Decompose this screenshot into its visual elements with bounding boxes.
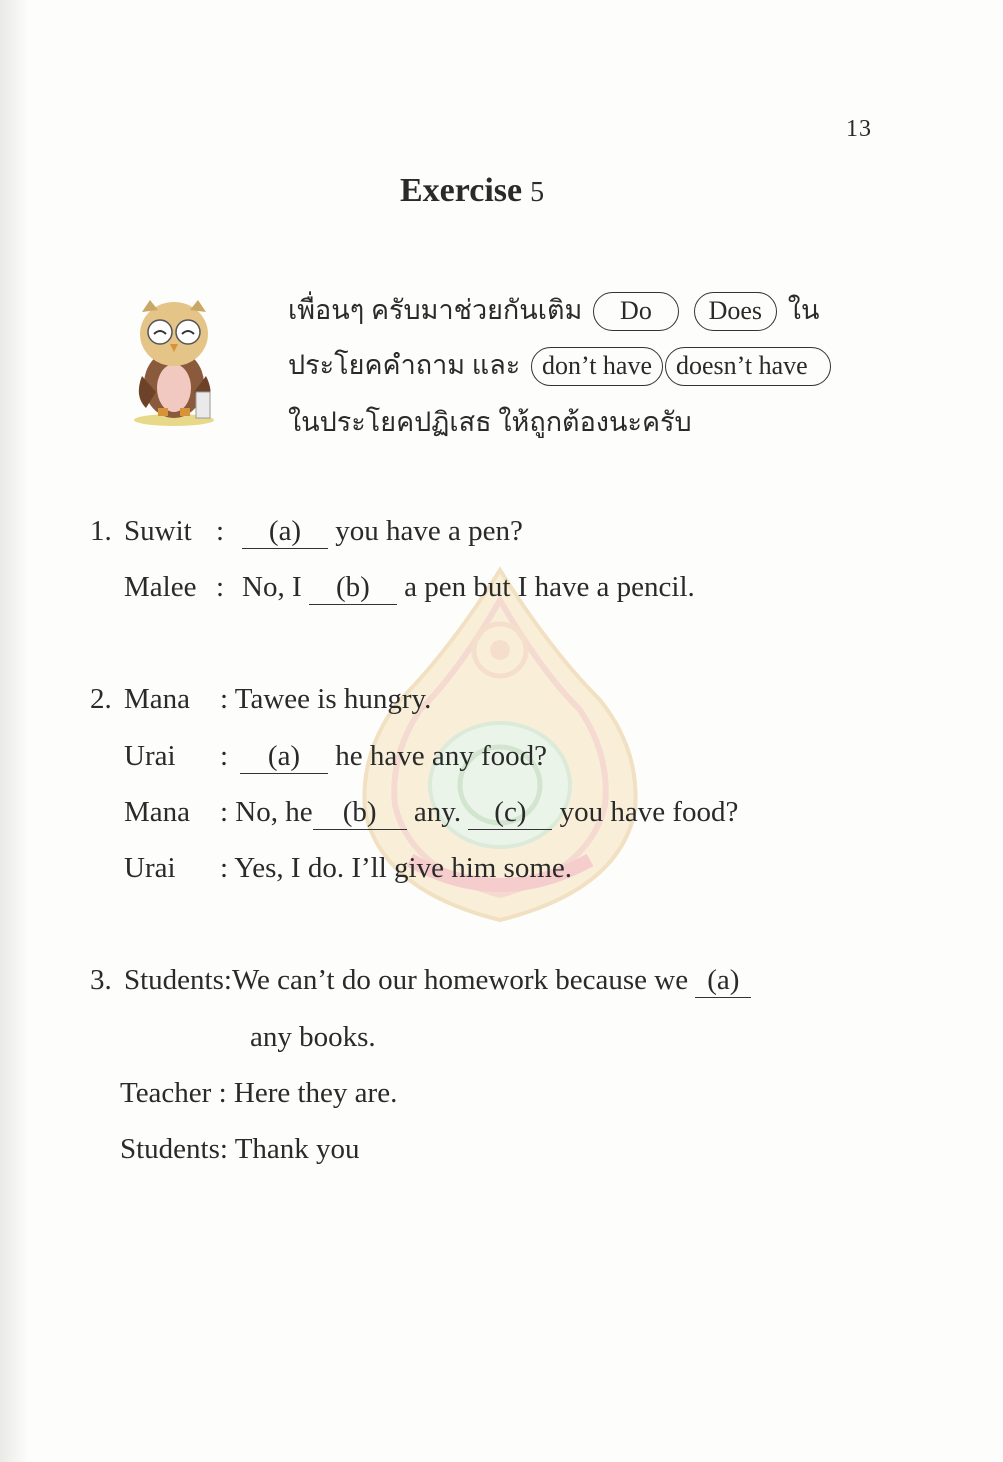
page-number: 13: [846, 116, 872, 142]
q2-text-3: you have food?: [559, 796, 739, 828]
page-edge-shadow: [0, 0, 28, 1462]
q2-number: 2.: [90, 683, 112, 715]
q1-blank-b[interactable]: (b): [309, 572, 397, 605]
q3-text-4: Thank you: [234, 1133, 360, 1165]
q1-colon-2: :: [216, 571, 225, 603]
instruction-line-1: [288, 288, 819, 331]
q3-text-1: We can’t do our homework because we: [231, 964, 689, 996]
title-number: 5: [530, 177, 545, 208]
q2-mid-3: any.: [413, 796, 462, 828]
q3-blank-a[interactable]: (a): [695, 965, 751, 998]
q2-line-1: [90, 683, 431, 716]
q2-blank-c[interactable]: (c): [468, 797, 552, 830]
q2-line-2: [124, 740, 547, 774]
q2-line-4: [124, 852, 572, 885]
q1-text-1: you have a pen?: [335, 515, 523, 547]
q2-line-3: [124, 796, 738, 830]
q1-number: 1.: [90, 515, 112, 547]
q2-blank-b[interactable]: (b): [313, 797, 407, 830]
instruction-text-1: เพื่อนๆ ครับมาช่วยกันเติม: [288, 295, 583, 325]
q1-blank-a[interactable]: (a): [242, 516, 328, 549]
q2-text-4: : Yes, I do. I’ll give him some.: [220, 852, 573, 884]
q2-colon-2: :: [220, 740, 229, 772]
q1-speaker-malee: Malee: [124, 571, 197, 603]
q2-speaker-urai-2: Urai: [124, 852, 176, 884]
q1-pre-2: No, I: [242, 571, 302, 603]
q3-speaker-students-2: Students:: [120, 1133, 228, 1165]
q2-pre-3: : No, he: [220, 796, 313, 828]
q2-text-1: : Tawee is hungry.: [220, 683, 432, 715]
option-do-pill: Do: [593, 292, 679, 331]
q1-line-2: [124, 571, 695, 605]
q3-line-4: [120, 1133, 360, 1166]
option-doesnt-have-pill: doesn’t have: [665, 347, 831, 386]
q3-number: 3.: [90, 964, 112, 996]
q3-line-1: [90, 964, 751, 998]
q2-text-2: he have any food?: [335, 740, 548, 772]
q1-colon-1: :: [216, 515, 225, 547]
q2-blank-a[interactable]: (a): [240, 741, 328, 774]
q1-line-1: [90, 515, 523, 549]
title-text: Exercise: [400, 172, 523, 209]
q2-speaker-urai-1: Urai: [124, 740, 176, 772]
q3-speaker-students-1: Students:: [124, 964, 232, 996]
owl-mascot-icon: [128, 296, 220, 426]
q1-text-2: a pen but I have a pencil.: [404, 571, 695, 603]
instruction-text-2: ประโยคคำถาม และ: [288, 350, 521, 380]
option-does-pill: Does: [694, 292, 777, 331]
instruction-line-3: ในประโยคปฏิเสธ ให้ถูกต้องนะครับ: [288, 407, 692, 437]
q3-speaker-teacher: Teacher: [120, 1077, 212, 1109]
q1-speaker-suwit: Suwit: [124, 515, 192, 547]
q2-speaker-mana-2: Mana: [124, 796, 191, 828]
instruction-line-2: [288, 343, 835, 386]
q3-line-3: [120, 1077, 397, 1110]
exercise-title: [400, 172, 544, 210]
q2-speaker-mana-1: Mana: [124, 683, 191, 715]
q3-text-3: : Here they are.: [218, 1077, 398, 1109]
instruction-tail-1: ใน: [787, 295, 820, 325]
q3-line-2: any books.: [250, 1021, 376, 1053]
option-dont-have-pill: don’t have: [531, 347, 663, 386]
